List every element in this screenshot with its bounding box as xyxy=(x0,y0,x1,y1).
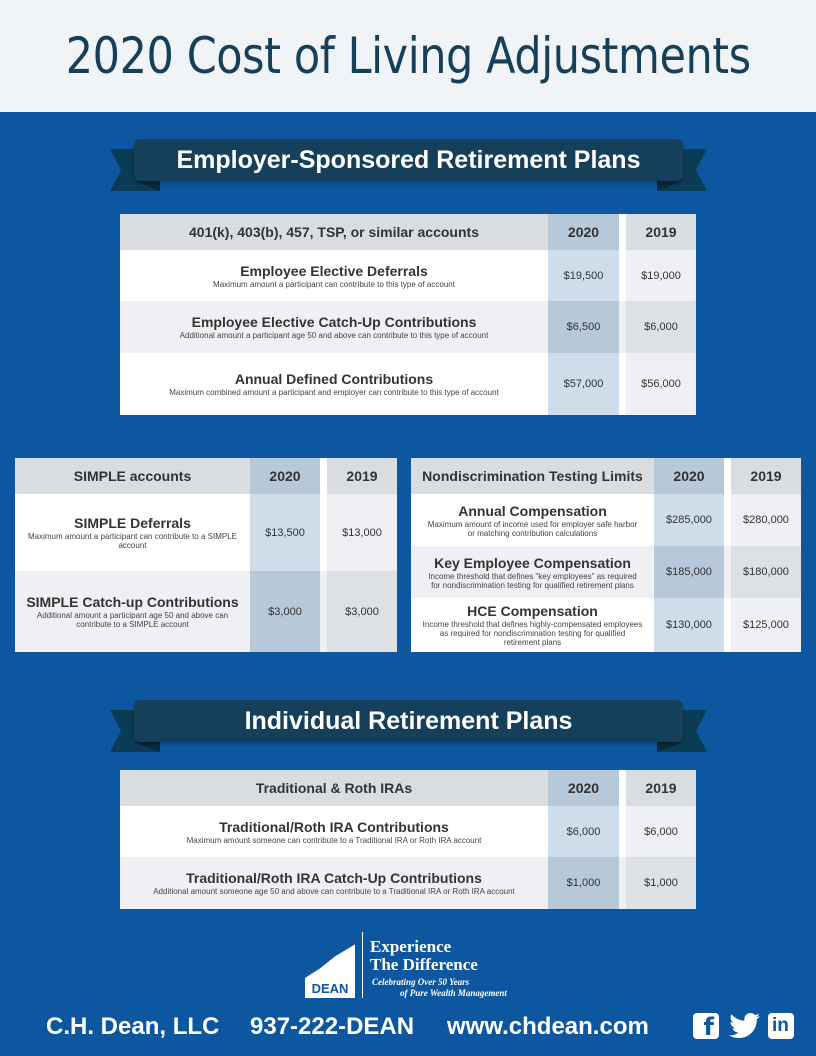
logo-line-1: Experience xyxy=(370,937,452,956)
table-ira xyxy=(120,770,696,909)
row-desc: Additional amount a participant age 50 and above can contribute to a SIMPLE account xyxy=(36,611,229,629)
year-2020-header: 2020 xyxy=(548,214,619,250)
table-row xyxy=(15,494,397,571)
value-2020: $1,000 xyxy=(548,857,619,909)
row-name: Traditional/Roth IRA Catch-Up Contributions xyxy=(186,870,482,886)
table-header xyxy=(15,458,397,494)
table-row xyxy=(120,250,696,301)
individual-section-title: Individual Retirement Plans xyxy=(134,700,683,742)
year-2019-header: 2019 xyxy=(626,770,696,806)
year-2019-header: 2019 xyxy=(731,458,801,494)
row-name: Employee Elective Catch-Up Contributions xyxy=(191,314,477,330)
logo-tagline-1: Celebrating Over 50 Years xyxy=(372,977,470,987)
logo-mark-text: DEAN xyxy=(311,981,349,996)
row-desc: Maximum amount of income used for employer safe harbor or matching contribution calculations xyxy=(427,519,638,538)
table-header-label: Nondiscrimination Testing Limits xyxy=(422,468,643,484)
dean-logo xyxy=(305,930,535,1000)
table-simple xyxy=(15,458,397,652)
year-2019-header: 2019 xyxy=(626,214,696,250)
value-2019: $280,000 xyxy=(731,494,801,546)
dean-logo-mark xyxy=(305,930,355,998)
twitter-icon[interactable] xyxy=(729,1013,755,1039)
value-2019: $13,000 xyxy=(327,494,397,571)
table-header xyxy=(411,458,801,494)
phone-number[interactable]: 937-222-DEAN xyxy=(250,1013,415,1040)
value-2019: $19,000 xyxy=(626,250,696,301)
value-2019: $56,000 xyxy=(626,353,696,415)
table-row xyxy=(120,301,696,353)
table-row xyxy=(411,598,801,652)
table-row xyxy=(411,494,801,546)
value-2019: $3,000 xyxy=(327,571,397,652)
value-2019: $6,000 xyxy=(626,806,696,857)
value-2019: $6,000 xyxy=(626,301,696,353)
row-name: Traditional/Roth IRA Contributions xyxy=(219,818,449,835)
value-2020: $285,000 xyxy=(654,494,724,546)
row-name: Annual Defined Contributions xyxy=(234,371,434,387)
table-nondiscrimination xyxy=(411,458,801,652)
row-desc: Maximum combined amount a participant and employer can contribute to this type of account xyxy=(169,388,499,397)
row-name: Annual Compensation xyxy=(458,502,607,519)
row-name: SIMPLE Catch-up Contributions xyxy=(26,594,239,610)
year-2020-header: 2020 xyxy=(548,770,619,806)
row-desc: Maximum amount a participant can contribute to this type of account xyxy=(213,279,455,289)
row-name: Key Employee Compensation xyxy=(434,554,631,571)
table-row xyxy=(120,857,696,909)
page-header xyxy=(0,0,816,112)
page-title: 2020 Cost of Living Adjustments xyxy=(65,27,751,85)
value-2020: $130,000 xyxy=(654,598,724,652)
value-2020: $6,000 xyxy=(548,806,619,857)
value-2019: $1,000 xyxy=(626,857,696,909)
year-2020-header: 2020 xyxy=(654,458,724,494)
value-2020: $3,000 xyxy=(250,571,320,652)
table-row xyxy=(120,353,696,415)
year-2020-header: 2020 xyxy=(250,458,320,494)
row-desc: Income threshold that defines highly-compensated employees as required for nondiscrimination testing for qualified retirement plans xyxy=(422,620,643,647)
employer-section-banner xyxy=(110,139,707,191)
value-2020: $185,000 xyxy=(654,546,724,598)
company-name: C.H. Dean, LLC xyxy=(46,1013,220,1040)
table-header xyxy=(120,214,696,250)
row-desc: Additional amount a participant age 50 and above can contribute to this type of account xyxy=(179,331,489,340)
table-row xyxy=(15,571,397,652)
row-desc: Additional amount someone age 50 and above can contribute to a Traditional IRA or Roth IRA account xyxy=(153,887,515,896)
table-header-label: SIMPLE accounts xyxy=(73,468,192,484)
row-desc: Maximum amount a participant can contribute to a SIMPLE account xyxy=(28,532,237,550)
website-link[interactable]: www.chdean.com xyxy=(447,1013,649,1040)
row-name: HCE Compensation xyxy=(467,603,598,619)
value-2020: $6,500 xyxy=(548,301,619,353)
logo-line-2: The Difference xyxy=(370,955,478,974)
row-desc: Income threshold that defines "key employees" as required for nondiscrimination testing for qualified retirement plans xyxy=(428,571,637,590)
table-header xyxy=(120,770,696,806)
table-header-label: Traditional & Roth IRAs xyxy=(255,780,413,796)
row-desc: Maximum amount someone can contribute to a Traditional IRA or Roth IRA account xyxy=(186,835,482,845)
linkedin-icon[interactable]: in xyxy=(768,1013,794,1039)
year-2019-header: 2019 xyxy=(327,458,397,494)
value-2019: $125,000 xyxy=(731,598,801,652)
facebook-icon[interactable]: f xyxy=(693,1013,719,1039)
individual-section-banner xyxy=(110,700,707,752)
value-2020: $13,500 xyxy=(250,494,320,571)
employer-section-title: Employer-Sponsored Retirement Plans xyxy=(134,139,683,181)
value-2019: $180,000 xyxy=(731,546,801,598)
row-name: Employee Elective Deferrals xyxy=(240,262,428,279)
value-2020: $19,500 xyxy=(548,250,619,301)
value-2020: $57,000 xyxy=(548,353,619,415)
logo-tagline-2: of Pure Wealth Management xyxy=(400,988,507,998)
table-header-label: 401(k), 403(b), 457, TSP, or similar accounts xyxy=(189,224,479,240)
table-401k xyxy=(120,214,696,415)
table-row xyxy=(411,546,801,598)
row-name: SIMPLE Deferrals xyxy=(74,515,191,531)
table-row xyxy=(120,806,696,857)
